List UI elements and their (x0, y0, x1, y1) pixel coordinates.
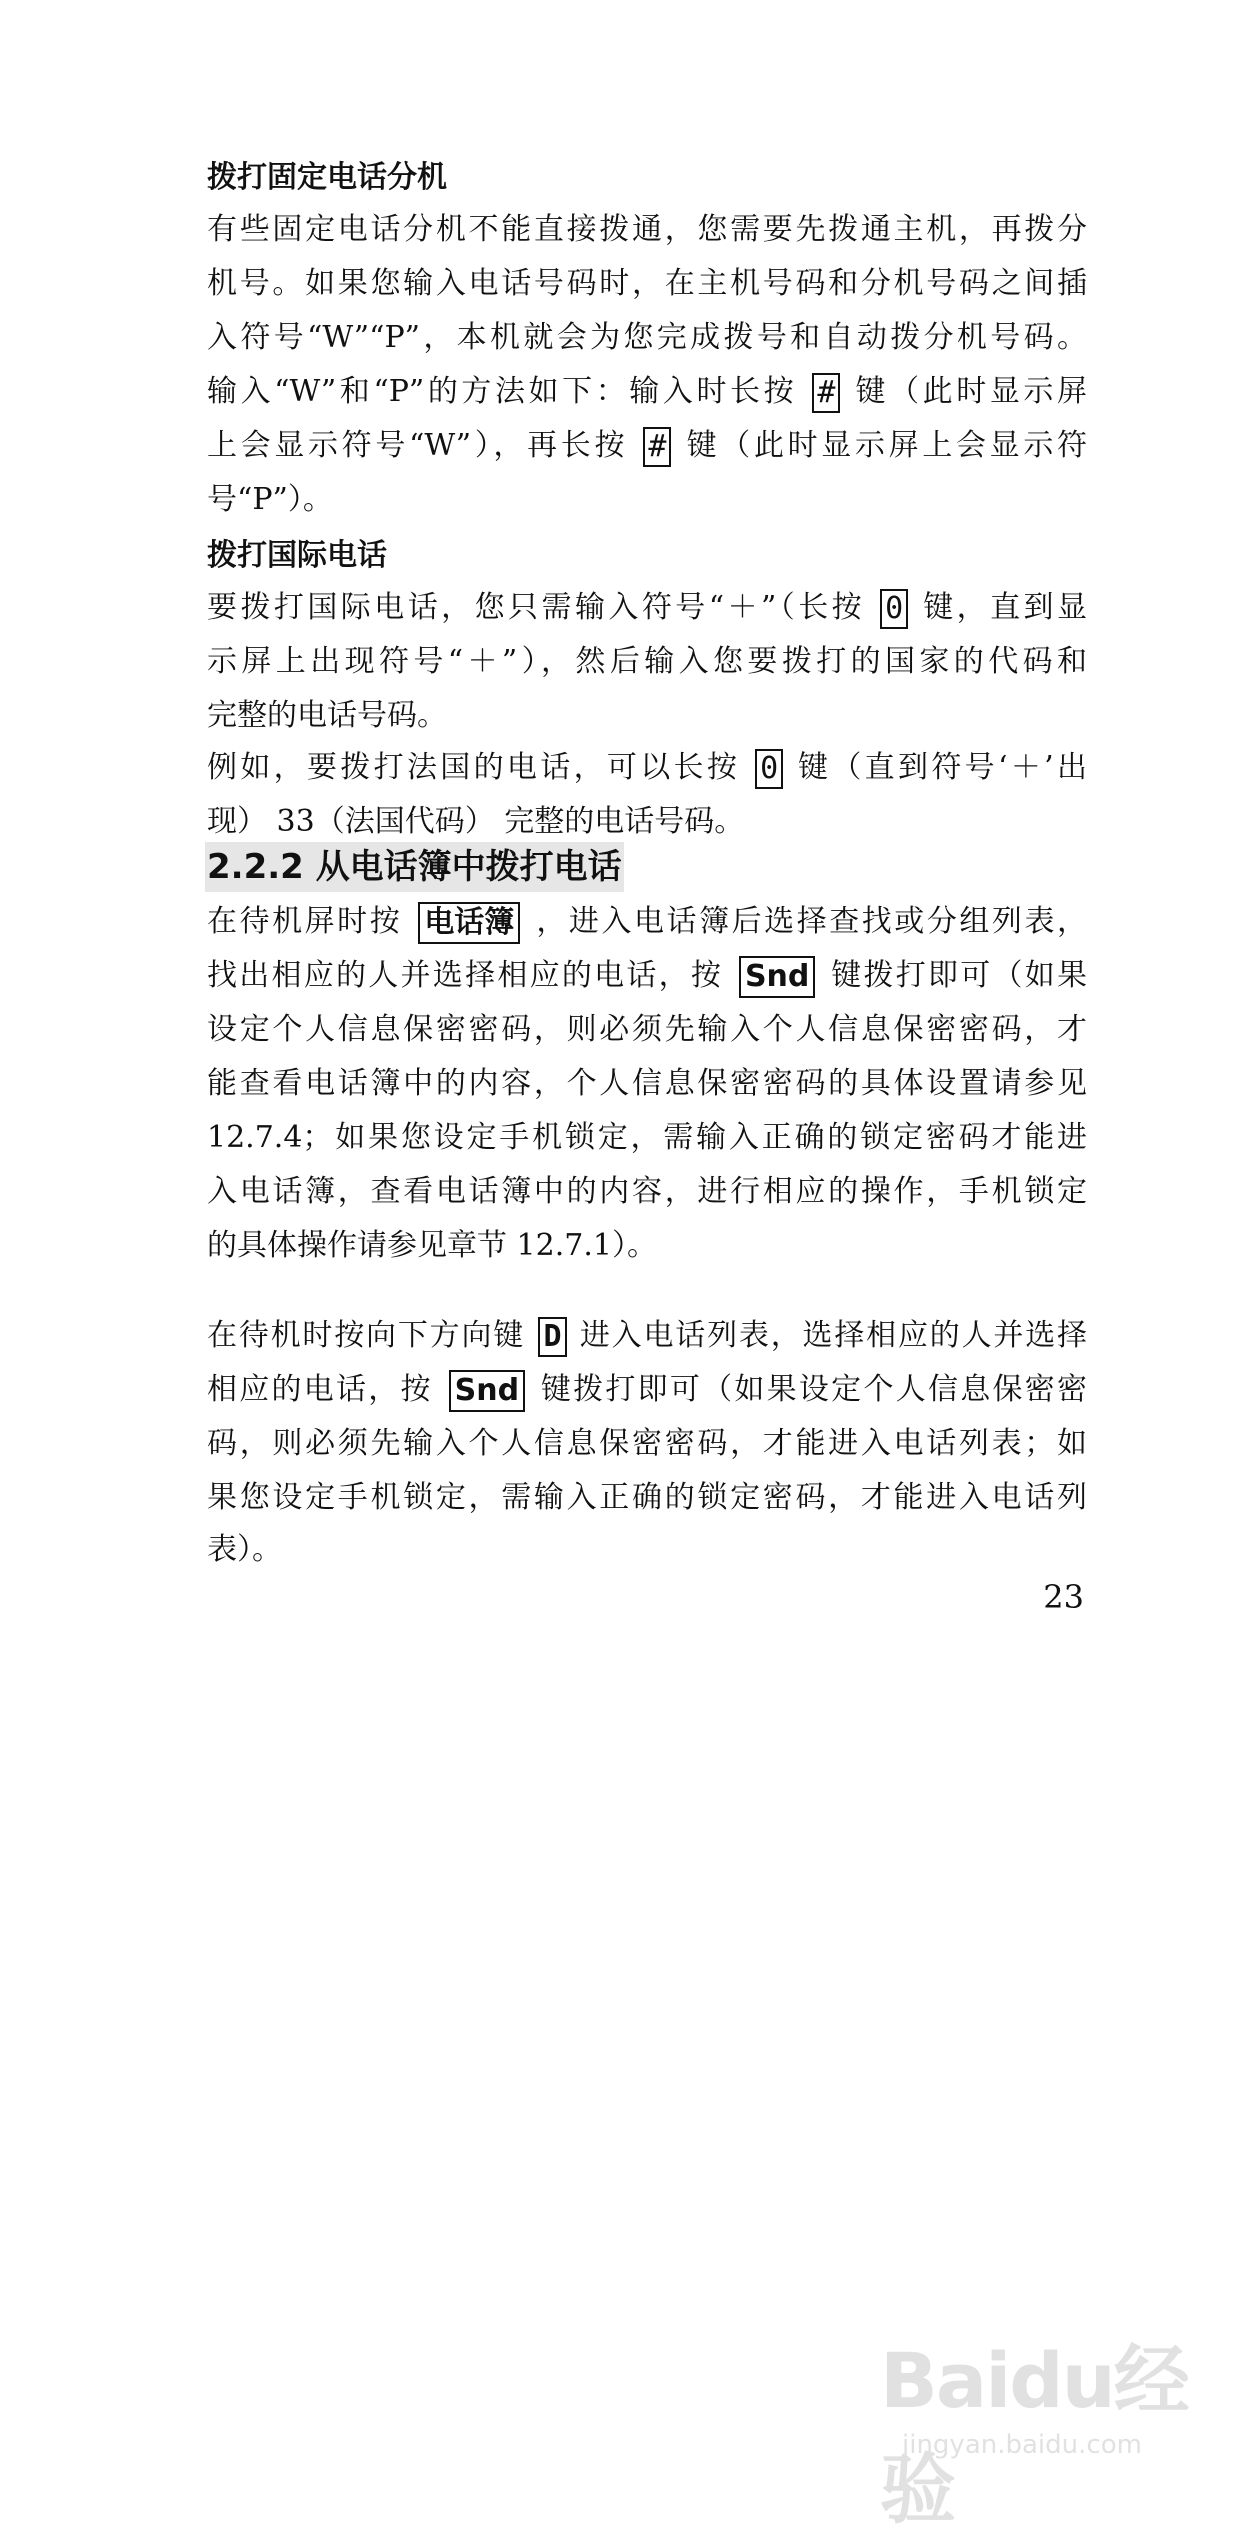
text-run: 键拨打即可（如果 (831, 958, 1087, 993)
send-key-label: Snd (449, 1370, 525, 1412)
paragraph-line: 示屏上出现符号“＋”），然后输入您要拨打的国家的代码和 (207, 644, 1087, 679)
text-run: 键拨打即可（如果设定个人信息保密密 (540, 1372, 1087, 1407)
paragraph-line: 表）。 (207, 1532, 282, 1567)
paragraph-line: 入电话簿，查看电话簿中的内容，进行相应的操作，手机锁定 (207, 1174, 1087, 1209)
text-run: 相应的电话，按 (207, 1372, 433, 1407)
text-run: 在待机时按向下方向键 (207, 1318, 526, 1353)
hash-key-label: # (643, 427, 671, 467)
paragraph-line (207, 1366, 1087, 1414)
section-title: 2.2.2 从电话簿中拨打电话 (205, 842, 624, 892)
hash-key-label: # (812, 373, 840, 413)
text-run: 键（直到符号‘＋’出 (798, 750, 1088, 785)
paragraph-line: 有些固定电话分机不能直接拨通，您需要先拨通主机，再拨分 (207, 212, 1087, 247)
text-run: 进入电话列表，选择相应的人并选择 (579, 1318, 1088, 1353)
text-run: 键（此时显示屏 (855, 374, 1087, 409)
text-run: 例如，要拨打法国的电话，可以长按 (207, 750, 741, 785)
paragraph-line (207, 952, 1087, 1000)
text-run: ，进入电话簿后选择查找或分组列表， (536, 904, 1087, 939)
paragraph-line: 码，则必须先输入个人信息保密密码，才能进入电话列表；如 (207, 1426, 1087, 1461)
paragraph-line: 现） 33（法国代码） 完整的电话号码。 (207, 804, 745, 839)
paragraph-line (207, 744, 1087, 792)
phonebook-key-label: 电话簿 (418, 902, 520, 944)
paragraph-line (207, 1312, 1087, 1360)
down-key-label: D (538, 1317, 566, 1357)
text-run: 在待机屏时按 (207, 904, 403, 939)
paragraph-line: 完整的电话号码。 (207, 698, 447, 733)
text-run: 输入“W”和“P”的方法如下：输入时长按 (207, 374, 798, 409)
text-run: 找出相应的人并选择相应的电话，按 (207, 958, 724, 993)
zero-key-label: 0 (880, 589, 908, 629)
paragraph-line: 入符号“W”“P”，本机就会为您完成拨号和自动拨分机号码。 (207, 320, 1087, 355)
text-run: 上会显示符号“W”），再长按 (207, 428, 629, 463)
page-number: 23 (1043, 1578, 1084, 1616)
paragraph-line: 能查看电话簿中的内容，个人信息保密密码的具体设置请参见 (207, 1066, 1087, 1101)
paragraph-line: 号“P”）。 (207, 482, 333, 517)
paragraph-line (207, 584, 1087, 632)
watermark-logo: Baidu经验 (880, 2336, 1188, 2534)
paragraph-line (207, 898, 1087, 946)
paragraph-line: 机号。如果您输入电话号码时，在主机号码和分机号码之间插 (207, 266, 1087, 301)
watermark-url: jingyan.baidu.com (902, 2430, 1142, 2460)
text-run: 键，直到显 (923, 590, 1088, 625)
baidu-jingyan-watermark (880, 2310, 1210, 2534)
send-key-label: Snd (739, 956, 815, 998)
paragraph-line (207, 368, 1087, 416)
text-run: 要拨打国际电话，您只需输入符号“＋”（长按 (207, 590, 866, 625)
heading-international-call: 拨打国际电话 (207, 538, 387, 573)
paragraph-line (207, 422, 1087, 470)
heading-extension-call: 拨打固定电话分机 (207, 160, 447, 195)
paragraph-line: 果您设定手机锁定，需输入正确的锁定密码，才能进入电话列 (207, 1480, 1087, 1515)
paragraph-line: 设定个人信息保密密码，则必须先输入个人信息保密密码，才 (207, 1012, 1087, 1047)
zero-key-label: 0 (755, 749, 783, 789)
paragraph-line: 的具体操作请参见章节 12.7.1）。 (207, 1228, 657, 1263)
paragraph-line: 12.7.4；如果您设定手机锁定，需输入正确的锁定密码才能进 (207, 1120, 1087, 1155)
text-run: 键（此时显示屏上会显示符 (686, 428, 1088, 463)
